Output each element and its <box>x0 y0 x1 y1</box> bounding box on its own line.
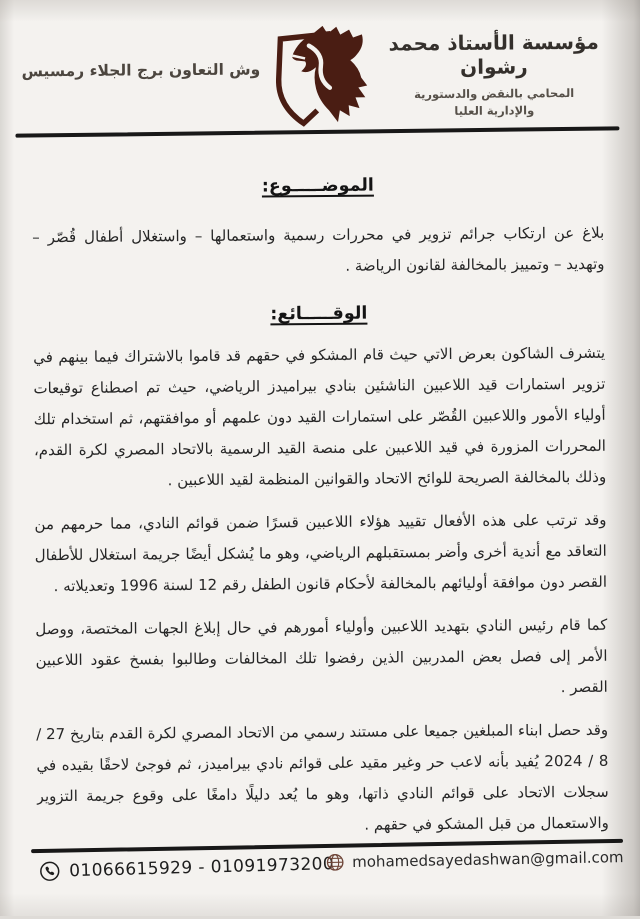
globe-icon <box>325 852 345 872</box>
subject-paragraph: بلاغ عن ارتكاب جرائم تزوير في محررات رسمية واستعمالها – واستغلال أطفال قُصّر – وتهديد – وتمييز بالمخالفة لقانون الرياضة . <box>32 223 605 275</box>
firm-subtitle-line2: والإدارية العليا <box>454 103 535 119</box>
facts-paragraph-1: يتشرف الشاكون بعرض الاتي حيث قام المشكو في حقهم قد قاموا بالاشتراك فيما بينهم في تزوير استمارات قيد اللاعبين الناشئين بنادي بيراميدز الرياضي، حيث تم اصطناع توقيعات أولياء الأمور واللاعبين القُصّر على استمارات القيد دون علمهم أو موافقتهم، ثم استخدام تلك المحررات المزورة في قيد اللاعبين على منصة القيد الرسمية بالاتحاد المصري لكرة القدم، وذلك بالمخالفة الصريحة للوائح الاتحاد والقوانين المنظمة لقيد اللاعبين . <box>33 343 607 490</box>
document-body <box>32 146 609 840</box>
facts-paragraph-2: وقد ترتب على هذه الأفعال تقييد هؤلاء اللاعبين قسرًا ضمن قوائم النادي، مما حرمهم من التعاقد مع أندية أخرى وأضر بمستقبلهم الرياضي، وهو ما يُشكل أيضًا جريمة استغلال للأطفال القصر دون موافقة أوليائهم بالمخالفة لأحكام قانون الطفل رقم 12 لسنة 1996 وتعديلاته . <box>34 510 608 596</box>
facts-paragraph-4: وقد حصل ابناء المبلغين جميعا على مستند رسمي من الاتحاد المصري لكرة القدم بتاريخ 27 / 8 / 2024 يُفيد بأنه لاعب حر وغير مقيد على قوائم نادي بيراميدز، ثم فوجئ لاحقًا بقيده في سجلات الاتحاد على قوائم النادي ذاتها، وهو ما يُعد دليلًا دامغًا على وقوع جريمة التزوير والاستعمال من قبل المشكو في حقهم . <box>36 720 609 834</box>
facts-paragraph-3: كما قام رئيس النادي بتهديد اللاعبين وأولياء أمورهم في حال إبلاغ الجهات المختصة، ووصل الأمر إلى فصل بعض المدربين الذين رفضوا تلك المخالفات وطالبوا بفسخ عقود اللاعبين القصر . <box>35 615 608 697</box>
email-contact <box>325 847 624 872</box>
letterhead <box>0 14 637 139</box>
email-address: mohamedsayedashwan@gmail.com <box>351 848 624 872</box>
office-address: وش التعاون برج الجلاء رمسيس <box>21 60 261 81</box>
eagle-shield-logo-icon <box>253 22 382 136</box>
facts-heading: الوقـــــائع: <box>270 303 368 325</box>
phone-icon <box>39 860 61 882</box>
firm-name: مؤسسة الأستاذ محمد رشوان <box>388 29 599 79</box>
firm-brand <box>375 30 614 121</box>
phone-numbers: 01066615929 - 01091973200 <box>68 853 335 881</box>
subject-heading: الموضـــــوع: <box>261 175 374 197</box>
phone-contact <box>39 853 334 882</box>
firm-subtitle <box>375 85 613 121</box>
firm-subtitle-line1: المحامي بالنقض والدستورية <box>414 85 575 102</box>
